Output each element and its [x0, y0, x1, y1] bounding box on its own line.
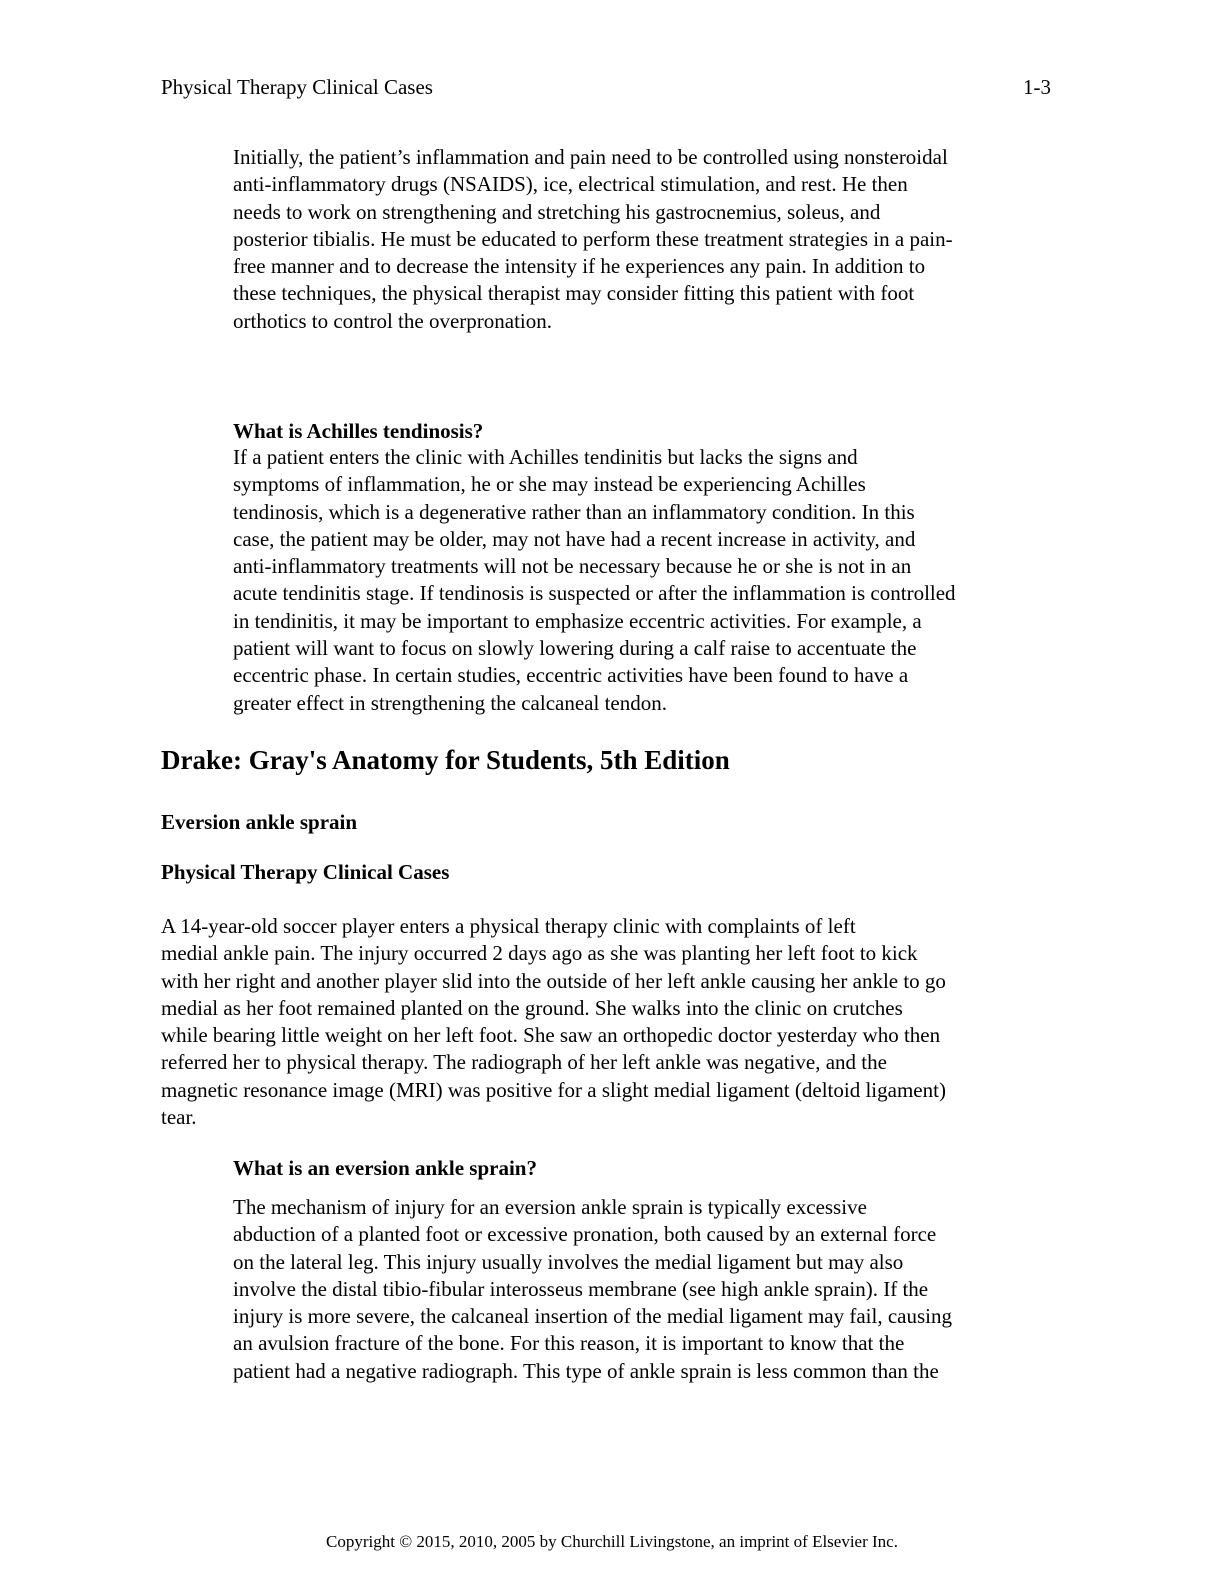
- paragraph-case-description: A 14-year-old soccer player enters a physical therapy clinic with complaints of left medial ankle pain. The injury occurred 2 days ago as she was planting her left foot to kick with her right and another player slid into the outside of her left ankle causing her ankle to go medial as her foot remained planted on the ground. She walks into the clinic on crutches while bearing little weight on her left foot. She saw an orthopedic doctor yesterday who then referred her to physical therapy. The radiograph of her left ankle was negative, and the magnetic resonance image (MRI) was positive for a slight medial ligament (deltoid ligament) tear.: [161, 914, 946, 1130]
- page-number: 1-3: [1023, 75, 1051, 99]
- paragraph-treatment: Initially, the patient’s inflammation and pain need to be controlled using nonsteroidal anti-inflammatory drugs (NSAIDS), ice, electrical stimulation, and rest. He then needs to work on strengthening and stretching his gastrocnemius, soleus, and posterior tibialis. He must be educated to perform these treatment strategies in a pain- free manner and to decrease the intensity if he experiences any pain. In addition to these techniques, the physical therapist may consider fitting this patient with foot orthotics to control the overpronation.: [233, 145, 953, 333]
- copyright-footer: Copyright © 2015, 2010, 2005 by Churchill Livingstone, an imprint of Elsevier Inc.: [326, 1532, 898, 1551]
- book-title-heading: Drake: Gray's Anatomy for Students, 5th Edition: [161, 745, 730, 775]
- paragraph-tendinosis: If a patient enters the clinic with Achilles tendinitis but lacks the signs and symptoms of inflammation, he or she may instead be experiencing Achilles tendinosis, which is a degenerative rather than an inflammatory condition. In this case, the patient may be older, may not have had a recent increase in activity, and anti-inflammatory treatments will not be necessary because he or she is not in an acute tendinitis stage. If tendinosis is suspected or after the inflammation is controlled in tendinitis, it may be important to emphasize eccentric activities. For example, a patient will want to focus on slowly lowering during a calf raise to accentuate the eccentric phase. In certain studies, eccentric activities have been found to have a greater effect in strengthening the calcaneal tendon.: [233, 445, 956, 715]
- question-achilles-tendinosis: What is Achilles tendinosis?: [233, 419, 484, 443]
- paragraph-eversion-mechanism: The mechanism of injury for an eversion ankle sprain is typically excessive abduction of a planted foot or excessive pronation, both caused by an external force on the lateral leg. This injury usually involves the medial ligament but may also involve the distal tibio-fibular interosseus membrane (see high ankle sprain). If the injury is more severe, the calcaneal insertion of the medial ligament may fail, causing an avulsion fracture of the bone. For this reason, it is important to know that the patient had a negative radiograph. This type of ankle sprain is less common than the: [233, 1195, 952, 1383]
- running-head-title: Physical Therapy Clinical Cases: [161, 75, 433, 99]
- section-heading-clinical-cases: Physical Therapy Clinical Cases: [161, 860, 450, 884]
- question-eversion-sprain: What is an eversion ankle sprain?: [233, 1156, 537, 1180]
- section-heading-eversion: Eversion ankle sprain: [161, 810, 358, 834]
